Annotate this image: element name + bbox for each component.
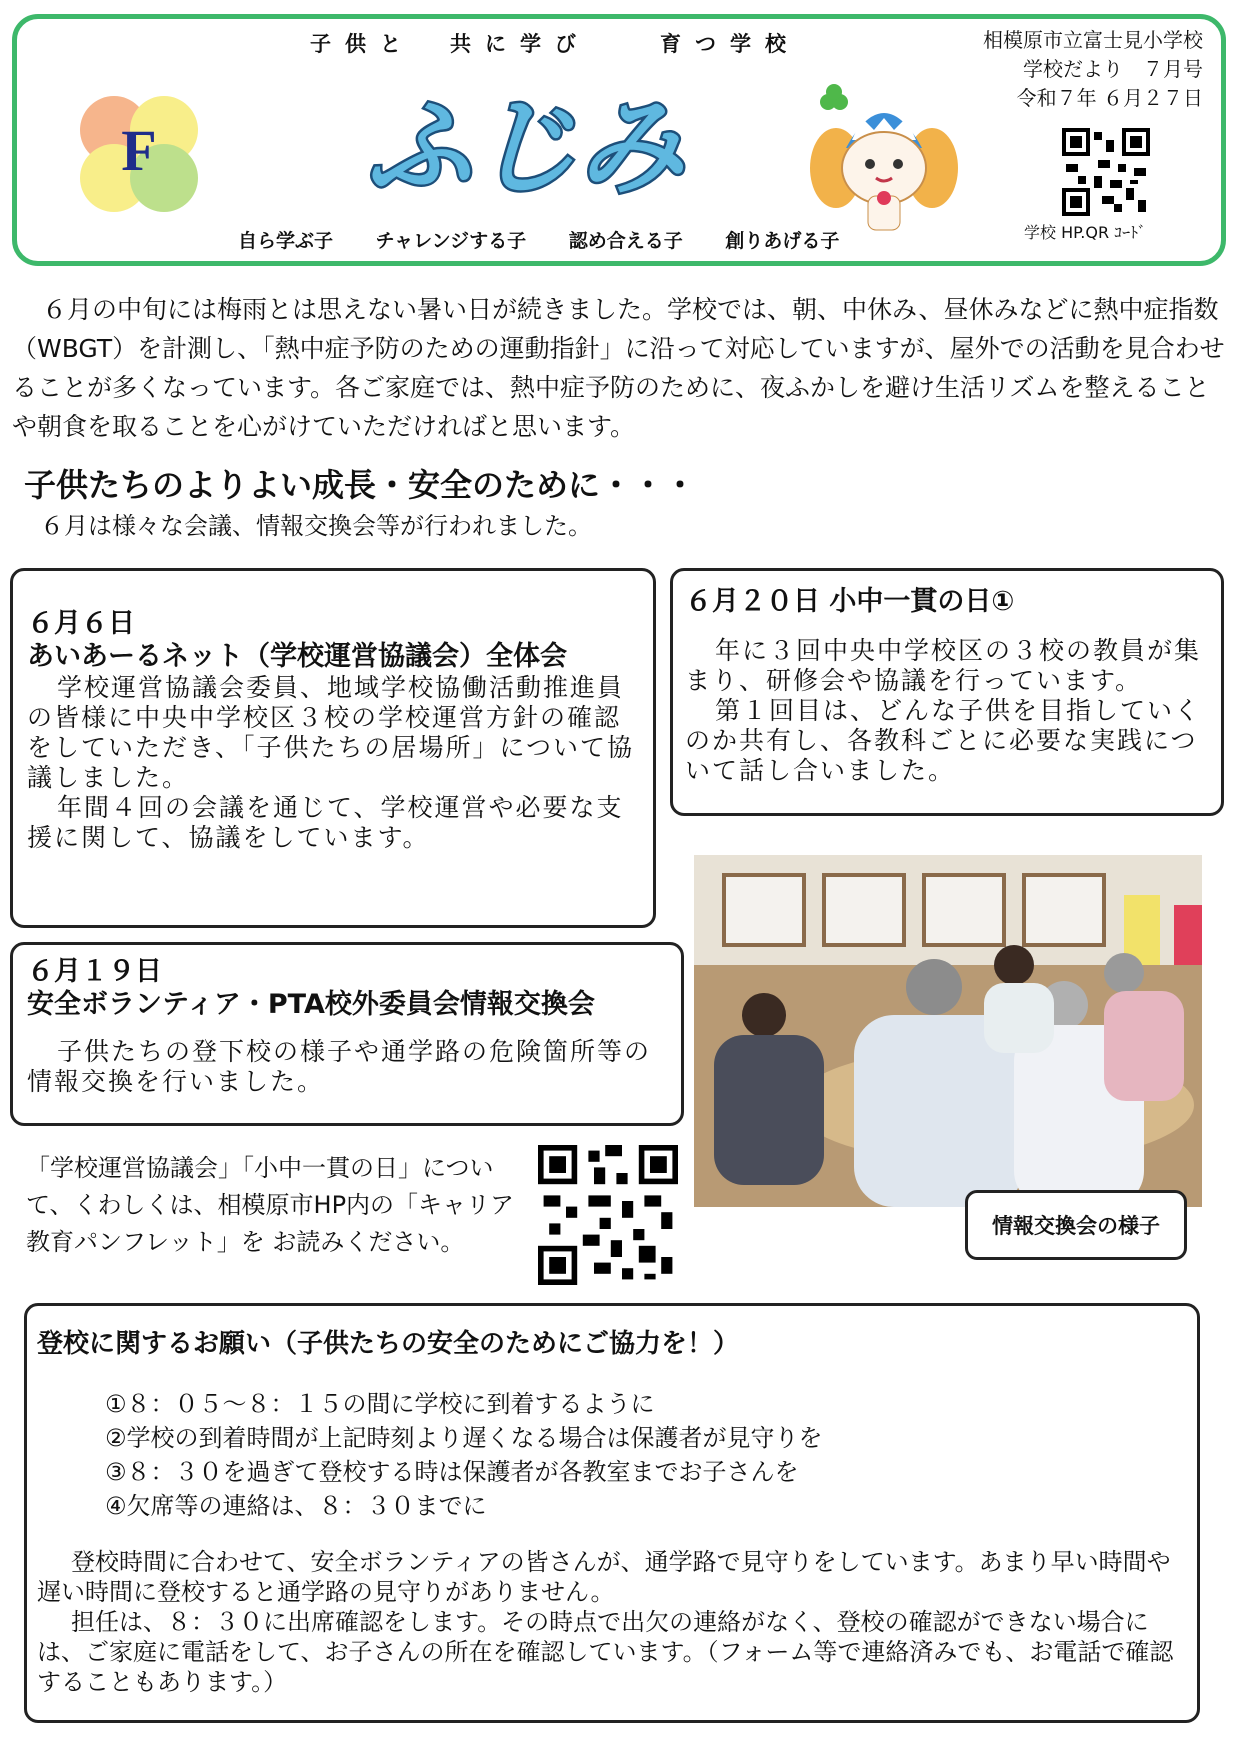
intro-paragraph: ６月の中旬には梅雨とは思えない暑い日が続きました。学校では、朝、中休み、昼休みなどに熱中症指数（WBGT）を計測し、「熱中症予防のための運動指針」に沿って対応していますが、屋外での活動を見合わせることが多くなっています。各ご家庭では、熱中症予防のために、夜ふかしを避け生活リズムを整えることや朝食を取ることを心がけていただければと思います。 [12, 295, 1225, 441]
attendance-rules [37, 1387, 1187, 1523]
pamphlet-note: 「学校運営協議会」「小中一貫の日」について、くわしくは、相模原市HP内の「キャリア教育パンフレット」を お読みください。 [26, 1154, 515, 1256]
card-body: 年に３回中央中学校区の３校の教員が集まり、研修会や協議を行っています。 第１回目は、どんな子供を目指していくのか共有し、各教科ごとに必要な実践について話し合いました。 [685, 636, 1202, 785]
issue-label: 学校だより ７月号 [1023, 57, 1203, 81]
card-safety-volunteer [10, 942, 684, 1126]
section-subheading: ６月は様々な会議、情報交換会等が行われました。 [40, 512, 592, 540]
career-pamphlet-qr-code[interactable] [538, 1145, 678, 1285]
card-body: 学校運営協議会委員、地域学校協働活動推進員の皆様に中央中学校区３校の学校運営方針の確認をしていただき、「子供たちの居場所」について協議しました。 年間４回の会議を通じて、学校運営や必要な支援に関して、協議をしています。 [27, 673, 635, 852]
card-title: ６月２０日 小中一貫の日① [685, 586, 1015, 617]
request-paragraph: 担任は、８：３０に出席確認をします。その時点で出欠の連絡がなく、登校の確認ができない場合には、ご家庭に電話をして、お子さんの所在を確認しています。（フォーム等で連絡済みでも、お電話で確認することもあります。） [37, 1608, 1174, 1696]
school-name: 相模原市立富士見小学校 [983, 28, 1203, 52]
school-motto: 子供と 共に学び 育つ学校 [310, 32, 800, 56]
rule-item: ③８：３０を過ぎて登校する時は保護者が各教室までお子さんを [105, 1458, 799, 1486]
rule-item: ④欠席等の連絡は、８：３０までに [105, 1492, 487, 1520]
clover-logo [64, 82, 214, 222]
value-item: 自ら学ぶ子 [238, 230, 334, 252]
card-date: ６月６日 [27, 608, 135, 639]
attendance-request-box [24, 1303, 1200, 1723]
card-date: ６月１９日 [27, 956, 162, 987]
request-title: 登校に関するお願い（子供たちの安全のためにご協力を！） [37, 1329, 740, 1359]
card-title: 安全ボランティア・PTA校外委員会情報交換会 [27, 989, 595, 1020]
card-school-council [10, 568, 656, 928]
card-elementary-junior-day [670, 568, 1224, 816]
value-item: 創りあげる子 [725, 230, 840, 252]
card-title: あいあーるネット（学校運営協議会）全体会 [27, 641, 567, 672]
svg-text:ふじみ: ふじみ [366, 86, 684, 206]
card-body: 子供たちの登下校の様子や通学路の危険箇所等の情報交換を行いました。 [27, 1037, 652, 1096]
school-info [983, 26, 1203, 113]
school-hp-qr-code[interactable] [1062, 128, 1150, 216]
school-values [238, 226, 875, 253]
logo-letter: F [121, 118, 157, 183]
section-heading: 子供たちのよりよい成長・安全のために・・・ [24, 466, 697, 504]
value-item: 認め合える子 [568, 230, 683, 252]
mascot-illustration [806, 78, 962, 238]
request-paragraph: 登校時間に合わせて、安全ボランティアの皆さんが、通学路で見守りをしています。あまり早い時間や遅い時間に登校すると通学路の見守りがありません。 [37, 1548, 1171, 1606]
issue-date: 令和７年 ６月２７日 [1016, 86, 1203, 110]
newsletter-title [330, 86, 720, 206]
photo-caption: 情報交換会の様子 [965, 1190, 1187, 1260]
value-item: チャレンジする子 [375, 230, 527, 252]
rule-item: ②学校の到着時間が上記時刻より遅くなる場合は保護者が見守りを [105, 1424, 823, 1452]
meeting-photo [694, 855, 1202, 1207]
rule-item: ①８：０５～８：１５の間に学校に到着するように [105, 1390, 655, 1418]
qr-label: 学校 HP.QR ｺｰﾄﾞ [1024, 223, 1147, 242]
